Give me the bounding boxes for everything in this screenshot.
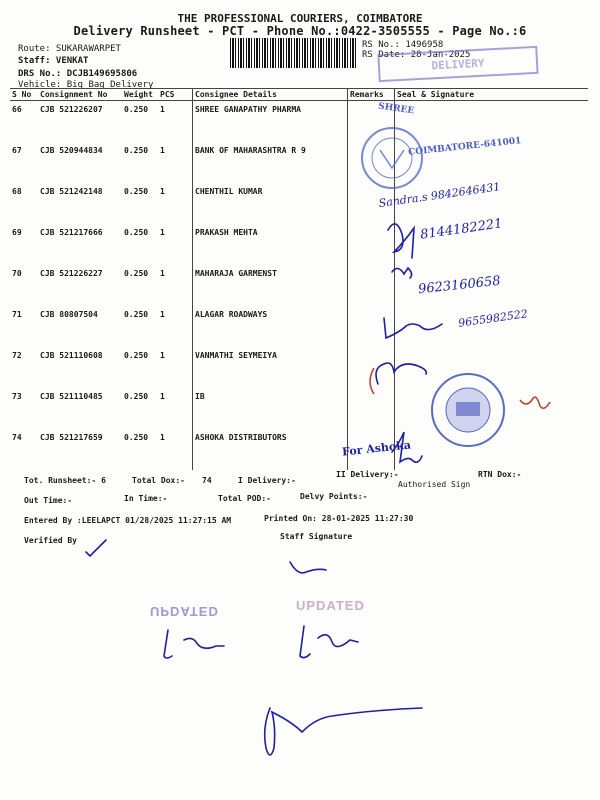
signature-row69-icon bbox=[388, 224, 414, 258]
row-sno: 69 bbox=[12, 228, 22, 237]
row-consignment: CJB 520944834 bbox=[40, 146, 103, 155]
row-sno: 68 bbox=[12, 187, 22, 196]
row-pcs: 1 bbox=[160, 146, 165, 155]
runsheet-subtitle: Delivery Runsheet - PCT - Phone No.:0422-3505555 - Page No.:6 bbox=[73, 24, 527, 38]
company-seal-icon bbox=[362, 128, 422, 188]
col-remarks: Remarks bbox=[348, 89, 395, 101]
row-sno: 73 bbox=[12, 392, 22, 401]
entered-by: Entered By :LEELAPCT 01/28/2025 11:27:15 AM bbox=[24, 516, 232, 525]
authorised-sign: Authorised Sign bbox=[398, 480, 471, 489]
seal-text-top: SHREE bbox=[377, 101, 415, 117]
i-delivery: I Delivery:- bbox=[238, 476, 296, 485]
verified-tick-icon bbox=[86, 540, 106, 556]
handwritten-row69: 8144182221 bbox=[419, 216, 504, 243]
updated-stamp: UPDATED bbox=[296, 598, 365, 613]
row-consignee: MAHARAJA GARMENST bbox=[193, 265, 348, 306]
col-weight: Weight bbox=[122, 89, 158, 101]
row-consignment: CJB 521226207 bbox=[40, 105, 103, 114]
printed-on: Printed On: 28-01-2025 11:27:30 bbox=[264, 514, 414, 523]
in-time: In Time:- bbox=[124, 494, 168, 503]
row-pcs: 1 bbox=[160, 310, 165, 319]
row-consignment: CJB 521217666 bbox=[40, 228, 103, 237]
row-consignee: CHENTHIL KUMAR bbox=[193, 183, 348, 224]
row-consignment: CJB 521110485 bbox=[40, 392, 103, 401]
rtn-dox: RTN Dox:- bbox=[478, 470, 522, 479]
company-title: THE PROFESSIONAL COURIERS, COIMBATORE bbox=[177, 12, 423, 25]
rs-number: RS No.: 1496958 bbox=[362, 40, 444, 50]
row-pcs: 1 bbox=[160, 187, 165, 196]
row-consignee: VANMATHI SEYMEIYA bbox=[193, 347, 348, 388]
row-consignee: ASHOKA DISTRIBUTORS bbox=[193, 429, 348, 470]
row-pcs: 1 bbox=[160, 269, 165, 278]
row-sno: 72 bbox=[12, 351, 22, 360]
signature-row71-icon bbox=[384, 318, 442, 338]
initial-sign-left-icon bbox=[164, 630, 224, 658]
row-pcs: 1 bbox=[160, 392, 165, 401]
row-weight: 0.250 bbox=[124, 228, 149, 237]
row-pcs: 1 bbox=[160, 105, 165, 114]
row-consignment: CJB 521226227 bbox=[40, 269, 103, 278]
row-weight: 0.250 bbox=[124, 392, 149, 401]
row-sno: 71 bbox=[12, 310, 22, 319]
row-pcs: 1 bbox=[160, 351, 165, 360]
row-consignment: CJB 521242148 bbox=[40, 187, 103, 196]
col-consignment: Consignment No bbox=[38, 89, 122, 101]
total-runsheet: Tot. Runsheet:- 6 bbox=[24, 476, 106, 485]
row-weight: 0.250 bbox=[124, 105, 149, 114]
delivery-stamp-icon: DELIVERY bbox=[377, 46, 538, 82]
staff-signature-label: Staff Signature bbox=[280, 532, 353, 541]
row-consignee: IB bbox=[193, 388, 348, 429]
delvy-points: Delvy Points:- bbox=[300, 492, 368, 501]
staff-signature-icon bbox=[290, 562, 326, 573]
row-consignment: CJB 80807504 bbox=[40, 310, 98, 319]
row-weight: 0.250 bbox=[124, 187, 149, 196]
row-weight: 0.250 bbox=[124, 351, 149, 360]
row-sno: 74 bbox=[12, 433, 22, 442]
initial-sign-right-icon bbox=[300, 626, 358, 658]
row-weight: 0.250 bbox=[124, 269, 149, 278]
rs-date: RS Date: 28-Jan-2025 bbox=[362, 50, 471, 60]
seal-text-city: COIMBATORE-641001 bbox=[407, 136, 522, 158]
row-sno: 70 bbox=[12, 269, 22, 278]
row-consignee: PRAKASH MEHTA bbox=[193, 224, 348, 265]
col-pcs: PCS bbox=[158, 89, 193, 101]
updated-stamp-mirrored: UPDATED bbox=[150, 604, 219, 619]
row-weight: 0.250 bbox=[124, 310, 149, 319]
row-consignment: CJB 521217659 bbox=[40, 433, 103, 442]
handwritten-row70: 9623160658 bbox=[417, 273, 502, 298]
handwritten-row71: 9655982522 bbox=[457, 307, 529, 330]
row-consignee: ALAGAR ROADWAYS bbox=[193, 306, 348, 347]
large-signature-icon bbox=[265, 708, 422, 755]
row-consignee: SHREE GANAPATHY PHARMA bbox=[193, 101, 348, 143]
ii-delivery: II Delivery:- bbox=[336, 470, 399, 479]
row-weight: 0.250 bbox=[124, 433, 149, 442]
signature-row72-icon bbox=[376, 363, 426, 384]
handwritten-row74: For Ashoka bbox=[341, 438, 412, 459]
col-seal: Seal & Signature bbox=[395, 89, 589, 101]
col-consignee: Consignee Details bbox=[193, 89, 348, 101]
signature-row72-red-icon bbox=[370, 368, 374, 394]
total-pod: Total POD:- bbox=[218, 494, 271, 503]
verified-by: Verified By bbox=[24, 536, 77, 545]
drs-number: DRS No.: DCJB149695806 bbox=[18, 69, 138, 79]
bank-seal-icon bbox=[432, 374, 504, 446]
staff-label: Staff: VENKAT bbox=[18, 56, 89, 66]
row-pcs: 1 bbox=[160, 228, 165, 237]
total-dox-value: 74 bbox=[202, 476, 212, 485]
vehicle-label: Vehicle: Big Bag Delivery bbox=[18, 80, 154, 90]
row-consignment: CJB 521110608 bbox=[40, 351, 103, 360]
route-label: Route: SUKARAWARPET bbox=[18, 44, 121, 54]
row-pcs: 1 bbox=[160, 433, 165, 442]
row-weight: 0.250 bbox=[124, 146, 149, 155]
row-sno: 66 bbox=[12, 105, 22, 114]
handwritten-row68: Sandra.s 9842646431 bbox=[377, 180, 502, 211]
col-sno: S No bbox=[10, 89, 38, 101]
total-dox-label: Total Dox:- bbox=[132, 476, 185, 485]
red-mark-icon bbox=[520, 397, 550, 408]
row-consignee: BANK OF MAHARASHTRA R 9 bbox=[193, 142, 348, 183]
out-time: Out Time:- bbox=[24, 496, 73, 505]
signature-row70-icon bbox=[392, 268, 412, 278]
row-sno: 67 bbox=[12, 146, 22, 155]
